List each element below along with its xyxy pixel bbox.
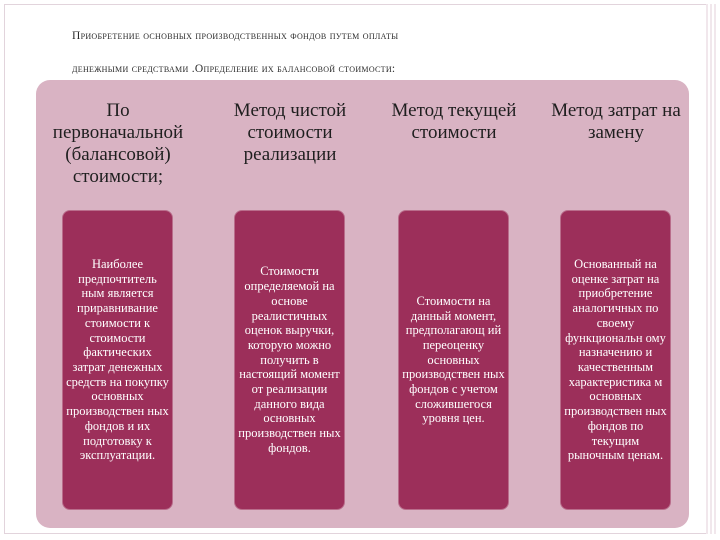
column-heading: Метод чистой стоимости реализации	[233, 100, 347, 165]
column-card	[560, 210, 671, 510]
column-heading: Метод затрат на замену	[551, 100, 681, 143]
column-card-text: Наиболее предпочтитель ным является приравнивание стоимости к стоимости фактических затрат денежных средств на покупку основных производствен ных фондов и их подготовку к эксплуатации.	[66, 257, 169, 463]
slide-title	[72, 20, 672, 86]
column-heading: Метод текущей стоимости	[391, 100, 517, 143]
column-current-cost	[376, 80, 532, 528]
title-line-1: Приобретение основных производственных фондов путем оплаты	[72, 30, 399, 42]
title-line-2: денежными средствами .Определение их балансовой стоимости:	[72, 63, 396, 75]
column-card	[398, 210, 509, 510]
column-card	[62, 210, 173, 510]
column-card-text: Основанный на оценке затрат на приобретение аналогичных по своему функциональн ому назначению и качественным характеристика м основных производствен ных фондов по текущим рыночным ценам.	[564, 257, 667, 463]
column-initial-cost	[40, 80, 196, 528]
column-card-text: Стоимости определяемой на основе реалистичных оценок выручки, которую можно получить в настоящий момент от реализации данного вида основных производствен ных фондов.	[238, 264, 341, 455]
column-card-text: Стоимости на данный момент, предполагающ ий переоценку основных производствен ных фондов с учетом сложившегося уровня цен.	[402, 293, 505, 426]
decorative-stripes	[706, 4, 716, 534]
column-heading: По первоначальной (балансовой) стоимости;	[52, 100, 184, 187]
column-net-realizable-value	[212, 80, 368, 528]
column-replacement-cost	[538, 80, 694, 528]
column-card	[234, 210, 345, 510]
